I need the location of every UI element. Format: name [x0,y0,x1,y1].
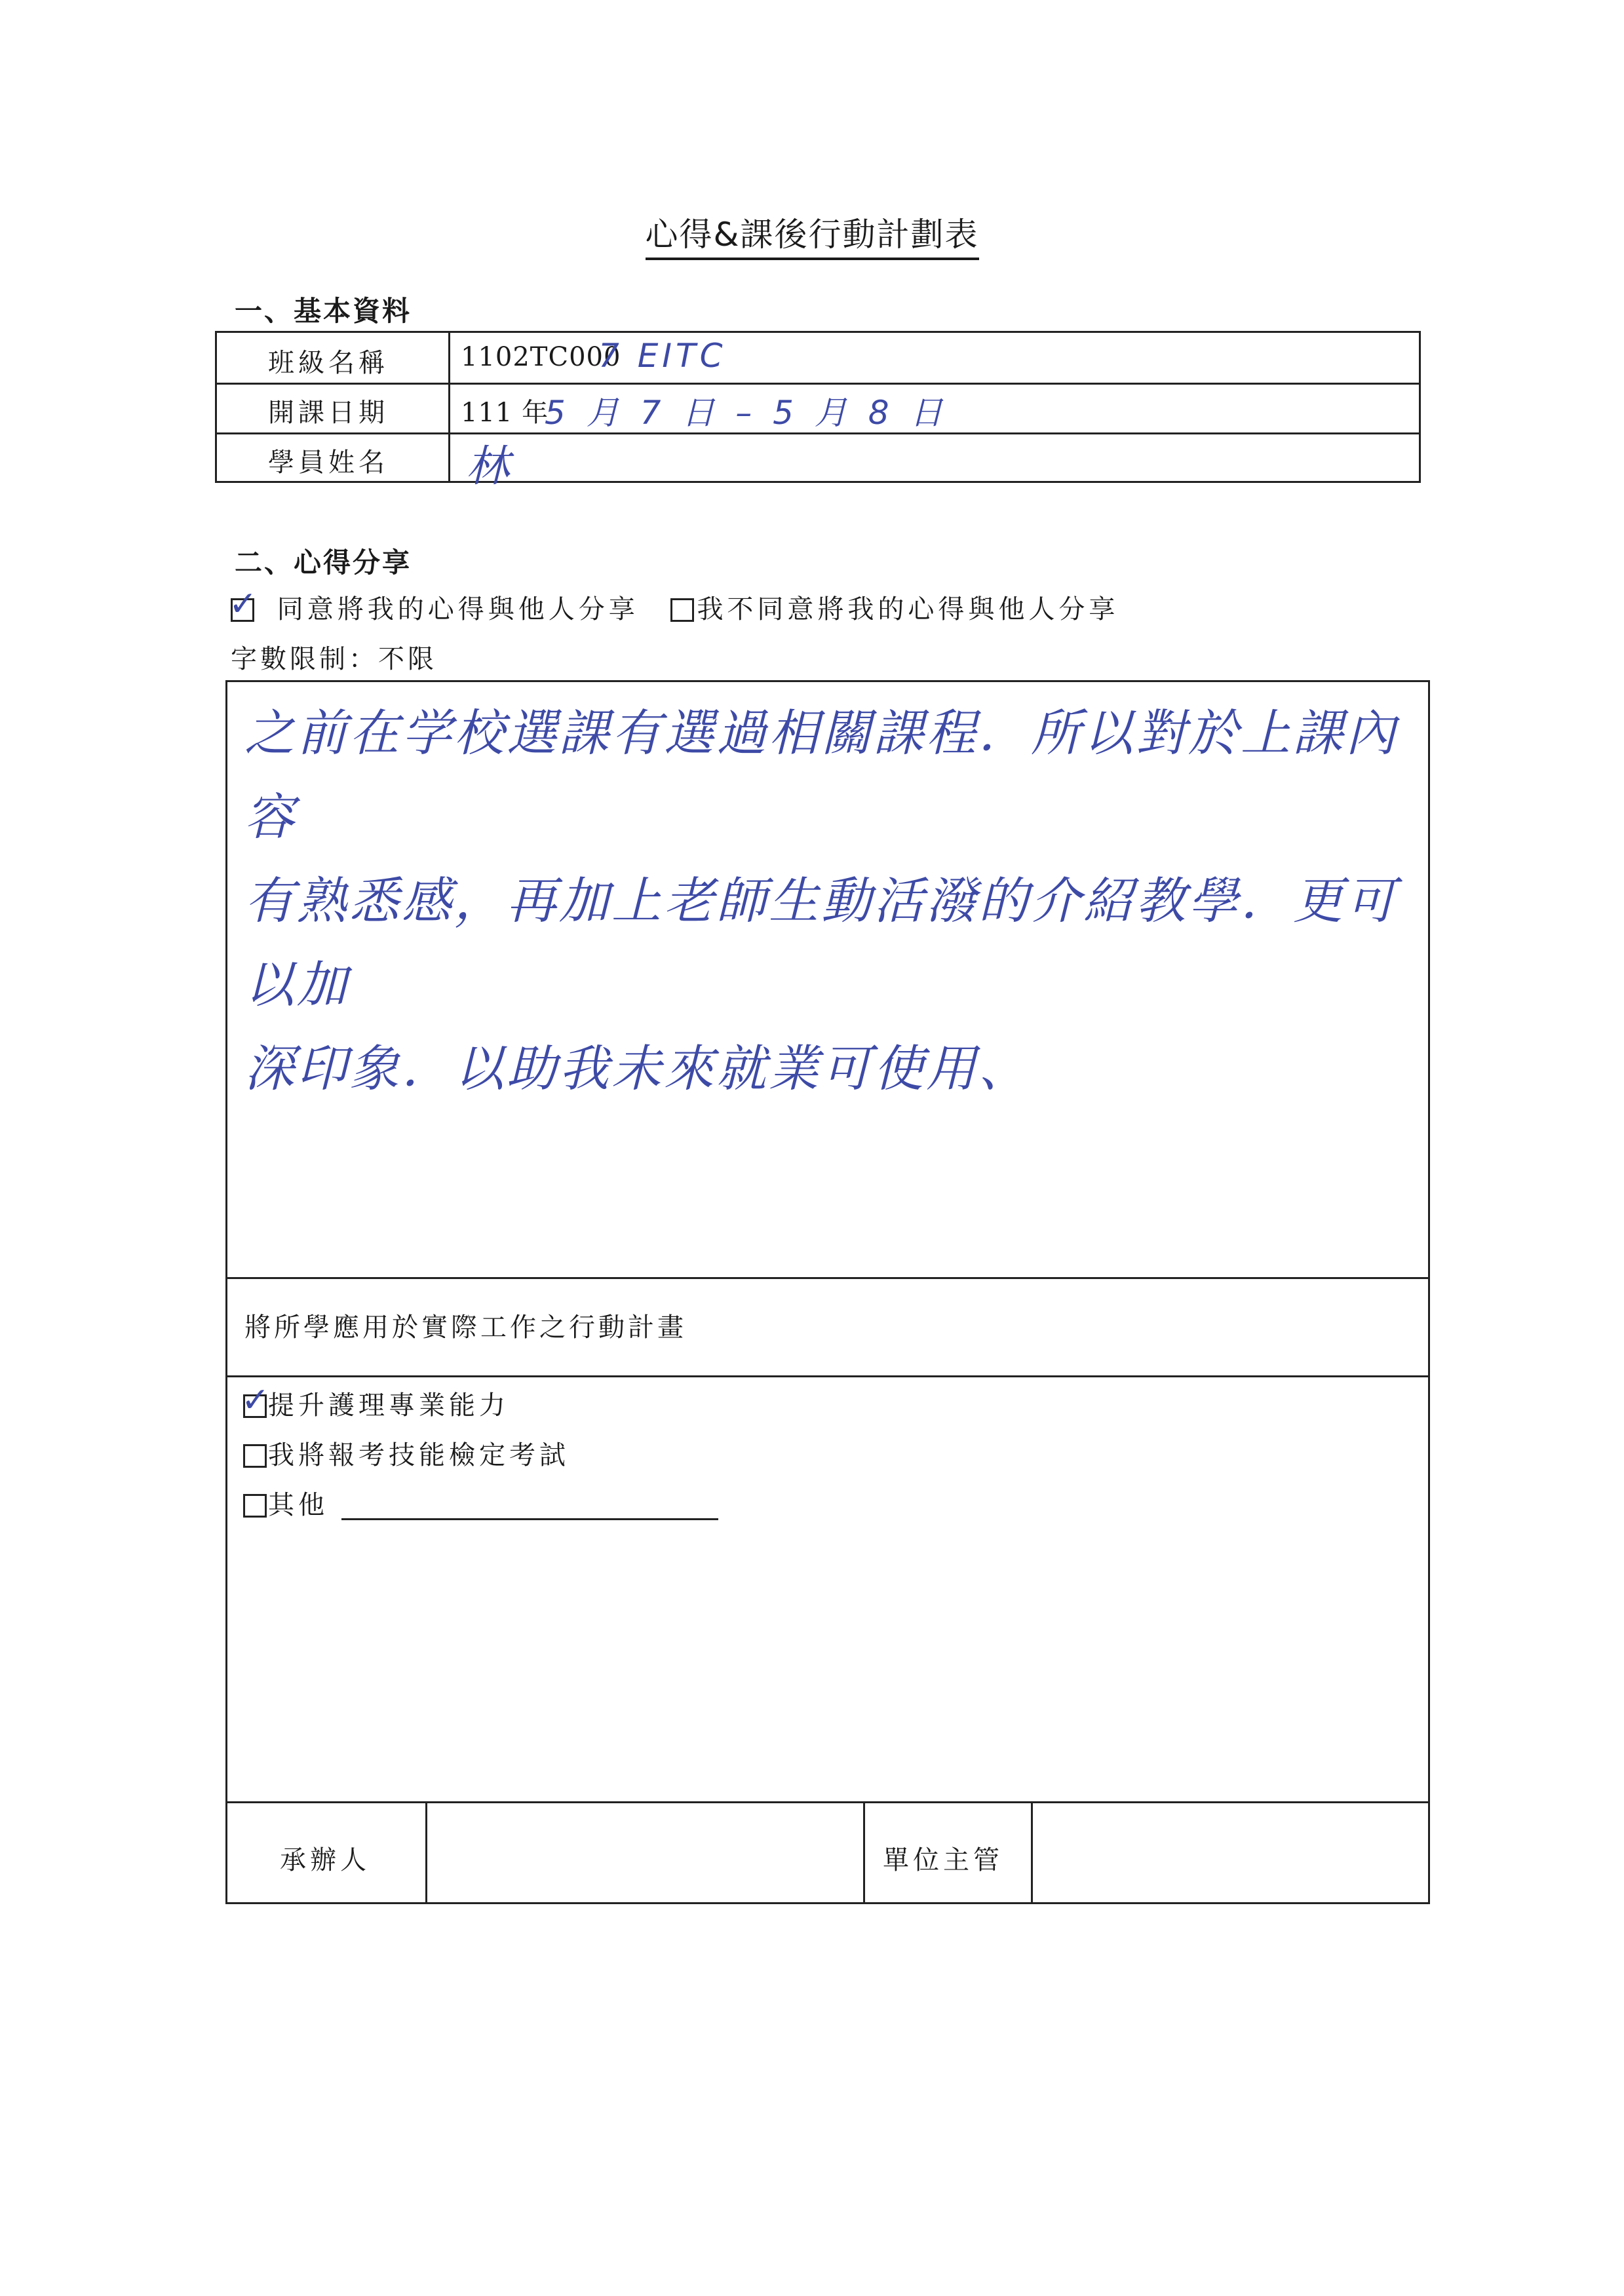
supervisor-label: 單位主管 [883,1845,1003,1875]
option-label: 其他 [268,1490,328,1520]
action-plan-heading: 將所學應用於實際工作之行動計畫 [244,1312,687,1343]
form-title [0,208,1624,256]
consent-row [229,584,1119,626]
agree-checkbox[interactable] [229,584,261,624]
option-certification-exam[interactable] [243,1434,570,1472]
class-name-label: 班級名稱 [268,348,389,378]
handler-signature-field[interactable] [427,1803,863,1903]
disagree-label: 我不同意將我的心得與他人分享 [697,594,1119,624]
word-limit: 字數限制：不限 [231,644,437,674]
check-mark-icon: ✓ [229,584,261,624]
divider [227,1375,1428,1377]
option-other[interactable] [243,1484,328,1521]
reflection-line: 深印象．以助我未來就業可使用、 [244,1039,1031,1098]
divider [227,1277,1428,1279]
section-basic-info-heading: 一、基本資料 [235,295,412,327]
course-date-typed: 111 年 [461,398,549,428]
option-label: 我將報考技能檢定考試 [268,1440,570,1470]
section-reflection-heading: 二、心得分享 [235,546,412,579]
student-name-label: 學員姓名 [268,448,389,478]
certification-exam-checkbox[interactable] [243,1444,267,1468]
reflection-line: 之前在学校選課有選過相關課程．所以對於上課內容 [244,704,1398,846]
option-nursing-skills[interactable] [241,1381,509,1422]
reflection-box [225,680,1430,1904]
handler-label: 承辦人 [280,1845,370,1875]
reflection-line: 有熟悉感，再加上老師生動活潑的介紹教學．更可以加 [244,871,1398,1014]
course-date-handwritten: 5 月 7 日 – 5 月 8 日 [545,394,948,432]
disagree-checkbox[interactable] [670,598,694,622]
nursing-skills-checkbox[interactable] [241,1381,274,1420]
student-name-handwritten: 林 [466,441,509,491]
form-title-text: 心得&課後行動計劃表 [646,216,979,260]
check-mark-icon: ✓ [241,1381,274,1420]
other-blank-line[interactable] [341,1518,718,1520]
option-label: 提升護理專業能力 [268,1390,509,1421]
basic-info-table [215,331,1421,491]
course-date-label: 開課日期 [268,398,389,428]
agree-label: 同意將我的心得與他人分享 [277,594,639,624]
reflection-text [244,691,1411,1111]
supervisor-signature-field[interactable] [1033,1803,1429,1903]
class-name-handwritten: 7 EITC [598,337,727,375]
class-name-typed: 1102TC000 [461,342,621,372]
other-checkbox[interactable] [243,1494,267,1518]
